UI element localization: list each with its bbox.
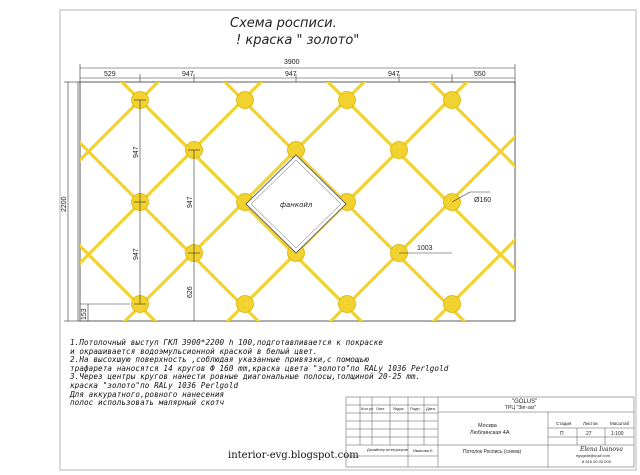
fancoil-label: фанкойл [280, 201, 313, 209]
tb-sheet-name: Потолок Роспись (схема) [463, 449, 522, 455]
tb-col-label-3: №док [393, 406, 404, 411]
tb-project-sub: ТРЦ "Зиг-заг" [505, 405, 537, 411]
note-line: полос использовать малярный скотч [70, 398, 225, 408]
top-dimensions [80, 64, 515, 84]
gold-circle [339, 296, 356, 313]
dim-total-width: 3900 [284, 59, 300, 66]
dim-seg-1: 529 [104, 71, 116, 78]
note-line: трафарета наносятся 14 кругов Ф 160 mm,краска цвета "золото"по RALy 1036 Perlgold [70, 363, 449, 373]
notes-block [70, 339, 550, 408]
note-line: краска "золото"по RALy 1036 Perlgold [70, 380, 239, 390]
dim-left-153: 153 [81, 308, 88, 320]
gold-stripe [561, 0, 640, 400]
gold-stripe [0, 0, 28, 400]
tb-val-stage: П [560, 431, 564, 437]
dim-offset-right: 1003 [417, 245, 433, 252]
gold-circle [444, 296, 461, 313]
gold-stripe [561, 0, 640, 400]
tb-val-sheet: 27 [586, 431, 592, 437]
gold-circle [444, 92, 461, 109]
gold-circle [237, 92, 254, 109]
dim-left-947-b: 947 [133, 248, 140, 260]
tb-col-label-4: Подп. [410, 406, 421, 411]
dim-inner-947: 947 [187, 196, 194, 208]
title-line-2: ! краска " золото" [236, 33, 360, 48]
tb-col-scale: Масштаб [610, 421, 630, 426]
tb-designer-label: Дизайнер интерьеров [367, 447, 408, 452]
gold-circle [237, 296, 254, 313]
tb-sign-sub: egvgold@mail.com [576, 453, 611, 458]
tb-val-scale: 1:100 [611, 431, 624, 437]
note-line: и окрашивается водоэмульсионной краской в белый цвет. [70, 346, 318, 356]
gold-circle [339, 92, 356, 109]
note-line: Для аккуратного,ровного нанесения [70, 389, 225, 399]
tb-col-label-2: Лист [376, 406, 385, 411]
tb-designer-name: Иванова Е. [413, 448, 434, 453]
tb-project: "GOLUS" [512, 399, 538, 405]
gold-circle [391, 142, 408, 159]
dim-inner-626: 626 [187, 286, 194, 298]
dim-circle-diameter: Ø160 [474, 197, 492, 204]
title-line-1: Схема росписи. [230, 16, 337, 31]
note-line: 1.Потолочный выступ ГКЛ 3900*2200 h 100,подготавливается к покраске [70, 338, 384, 347]
dim-total-height: 2200 [61, 196, 68, 212]
dim-left-947-a: 947 [133, 146, 140, 158]
tb-city: Москва [478, 423, 497, 429]
tb-col-label-1: Кол.уч [361, 406, 373, 411]
dim-seg-2: 947 [182, 71, 194, 78]
note-line: 3.Через центры кругов нанести ровные диагональные полосы,толщиной 20-25 mm. [70, 372, 421, 382]
tb-sign-phone: 8 916 00 00 000 [582, 459, 611, 464]
note-line: 2.На высохшую поверхность ,соблюдая указанные привязки,с помощью [70, 355, 369, 365]
dim-seg-5: 550 [474, 71, 486, 78]
dim-seg-3: 947 [285, 71, 297, 78]
dim-seg-4: 947 [388, 71, 400, 78]
tb-signature: Elena Ivanova [580, 446, 623, 453]
tb-col-sheet: Листов [583, 421, 598, 426]
blog-url: interior-evg.blogspot.com [228, 450, 359, 461]
tb-address: Люблинская 4А [470, 430, 510, 436]
tb-col-label-5: Дата [426, 406, 435, 411]
tb-col-stage: Стадия [556, 421, 572, 426]
gold-stripe [0, 0, 28, 400]
